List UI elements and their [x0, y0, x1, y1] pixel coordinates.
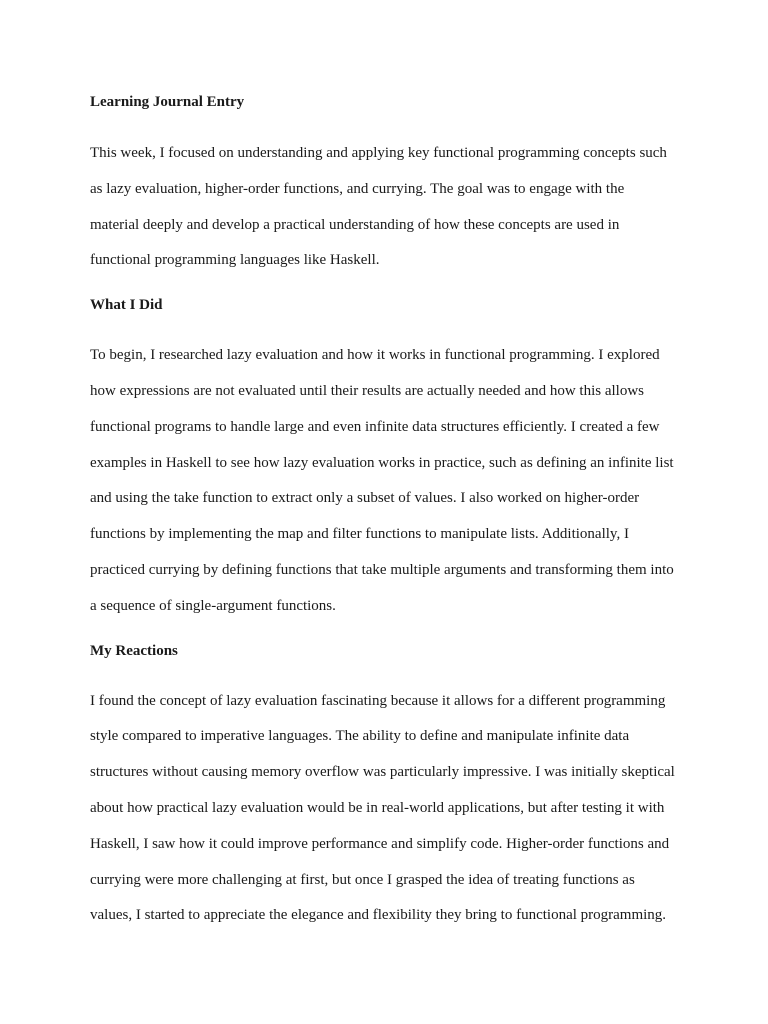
- paragraph-line: examples in Haskell to see how lazy evaluation works in practice, such as defining an infinite list: [90, 454, 674, 471]
- paragraph-line: how expressions are not evaluated until their results are actually needed and how this allows: [90, 382, 645, 399]
- paragraph-line: as lazy evaluation, higher-order functions, and currying. The goal was to engage with the: [90, 180, 625, 197]
- paragraph-line: about how practical lazy evaluation would be in real-world applications, but after testing it with: [90, 799, 665, 816]
- document-title: Learning Journal Entry: [90, 94, 245, 110]
- my-reactions-paragraph: [90, 684, 680, 935]
- paragraph-line: To begin, I researched lazy evaluation and how it works in functional programming. I explored: [90, 347, 660, 364]
- paragraph-line: functional programs to handle large and even infinite data structures efficiently. I created a few: [90, 418, 660, 435]
- paragraph-line: This week, I focused on understanding and applying key functional programming concepts such: [90, 145, 667, 161]
- paragraph-line: I found the concept of lazy evaluation fascinating because it allows for a different programming: [90, 692, 666, 709]
- paragraph-line: material deeply and develop a practical understanding of how these concepts are used in: [90, 216, 620, 233]
- intro-paragraph: [90, 136, 680, 279]
- paragraph-line: style compared to imperative languages. The ability to define and manipulate infinite data: [90, 728, 630, 745]
- section-heading-my-reactions: My Reactions: [90, 642, 178, 659]
- paragraph-line: currying were more challenging at first, but once I grasped the idea of treating functions as: [90, 871, 635, 888]
- paragraph-line: values, I started to appreciate the elegance and flexibility they bring to functional programming.: [90, 907, 667, 924]
- paragraph-line: a sequence of single-argument functions.: [90, 597, 336, 614]
- section-heading-what-i-did: What I Did: [90, 297, 163, 314]
- paragraph-line: Haskell, I saw how it could improve performance and simplify code. Higher-order functions and: [90, 835, 670, 852]
- paragraph-line: functional programming languages like Haskell.: [90, 252, 380, 269]
- paragraph-line: structures without causing memory overflow was particularly impressive. I was initially skeptical: [90, 764, 675, 781]
- paragraph-line: and using the take function to extract only a subset of values. I also worked on higher-order: [90, 490, 640, 507]
- paragraph-line: practiced currying by defining functions that take multiple arguments and transforming them into: [90, 561, 674, 578]
- paragraph-line: functions by implementing the map and filter functions to manipulate lists. Additionally, I: [90, 526, 629, 543]
- what-i-did-paragraph: [90, 338, 680, 624]
